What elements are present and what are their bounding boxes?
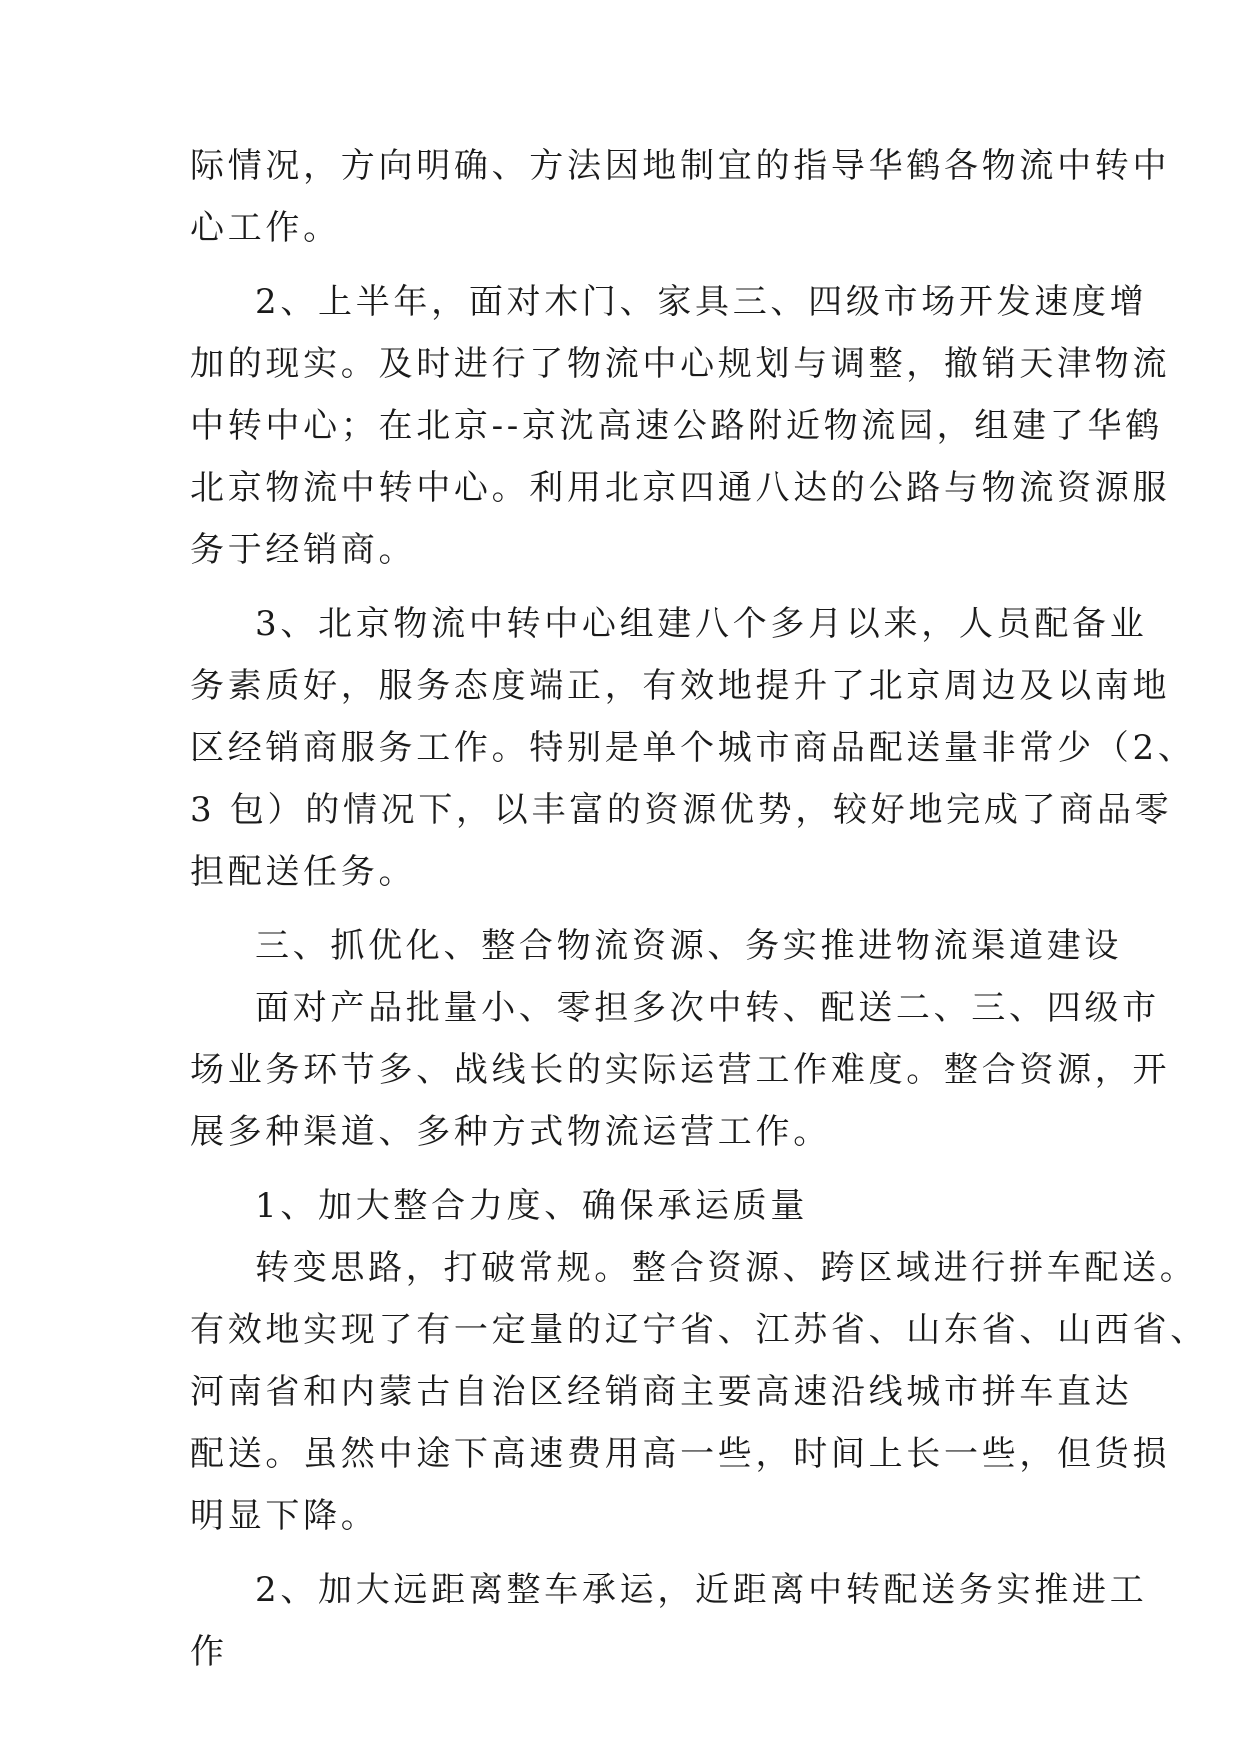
text-line-18: 转变思路，打破常规。整合资源、跨区域进行拼车配送。 — [255, 1248, 1198, 1288]
text-line-15: 场业务环节多、战线长的实际运营工作难度。整合资源，开 — [190, 1050, 1171, 1090]
text-line-21: 配送。虽然中途下高速费用高一些，时间上长一些，但货损 — [190, 1434, 1171, 1474]
text-line-23: 2、加大远距离整车承运，近距离中转配送务实推进工 — [255, 1570, 1148, 1610]
subheading-1: 1、加大整合力度、确保承运质量 — [255, 1186, 809, 1226]
text-line-19: 有效地实现了有一定量的辽宁省、江苏省、山东省、山西省、 — [190, 1310, 1208, 1350]
text-line-12: 担配送任务。 — [190, 852, 417, 892]
text-line-7: 务于经销商。 — [190, 530, 417, 570]
text-line-8: 3、北京物流中转中心组建八个多月以来，人员配备业 — [255, 604, 1148, 644]
text-line-3: 2、上半年，面对木门、家具三、四级市场开发速度增 — [255, 282, 1148, 322]
text-line-6: 北京物流中转中心。利用北京四通八达的公路与物流资源服 — [190, 468, 1171, 508]
text-line-16: 展多种渠道、多种方式物流运营工作。 — [190, 1112, 831, 1152]
text-line-5: 中转中心；在北京--京沈高速公路附近物流园，组建了华鹤 — [190, 406, 1163, 446]
text-line-10: 区经销商服务工作。特别是单个城市商品配送量非常少（2、 — [190, 728, 1196, 768]
text-line-11: 3 包）的情况下，以丰富的资源优势，较好地完成了商品零 — [190, 790, 1173, 830]
text-line-14: 面对产品批量小、零担多次中转、配送二、三、四级市 — [255, 988, 1160, 1028]
section-heading: 三、抓优化、整合物流资源、务实推进物流渠道建设 — [255, 926, 1123, 966]
text-line-9: 务素质好，服务态度端正，有效地提升了北京周边及以南地 — [190, 666, 1171, 706]
text-line-22: 明显下降。 — [190, 1496, 379, 1536]
text-line-24: 作 — [190, 1632, 228, 1672]
text-line-1: 际情况，方向明确、方法因地制宜的指导华鹤各物流中转中 — [190, 146, 1171, 186]
text-line-20: 河南省和内蒙古自治区经销商主要高速沿线城市拼车直达 — [190, 1372, 1133, 1412]
text-line-4: 加的现实。及时进行了物流中心规划与调整，撤销天津物流 — [190, 344, 1171, 384]
text-line-2: 心工作。 — [190, 208, 341, 248]
